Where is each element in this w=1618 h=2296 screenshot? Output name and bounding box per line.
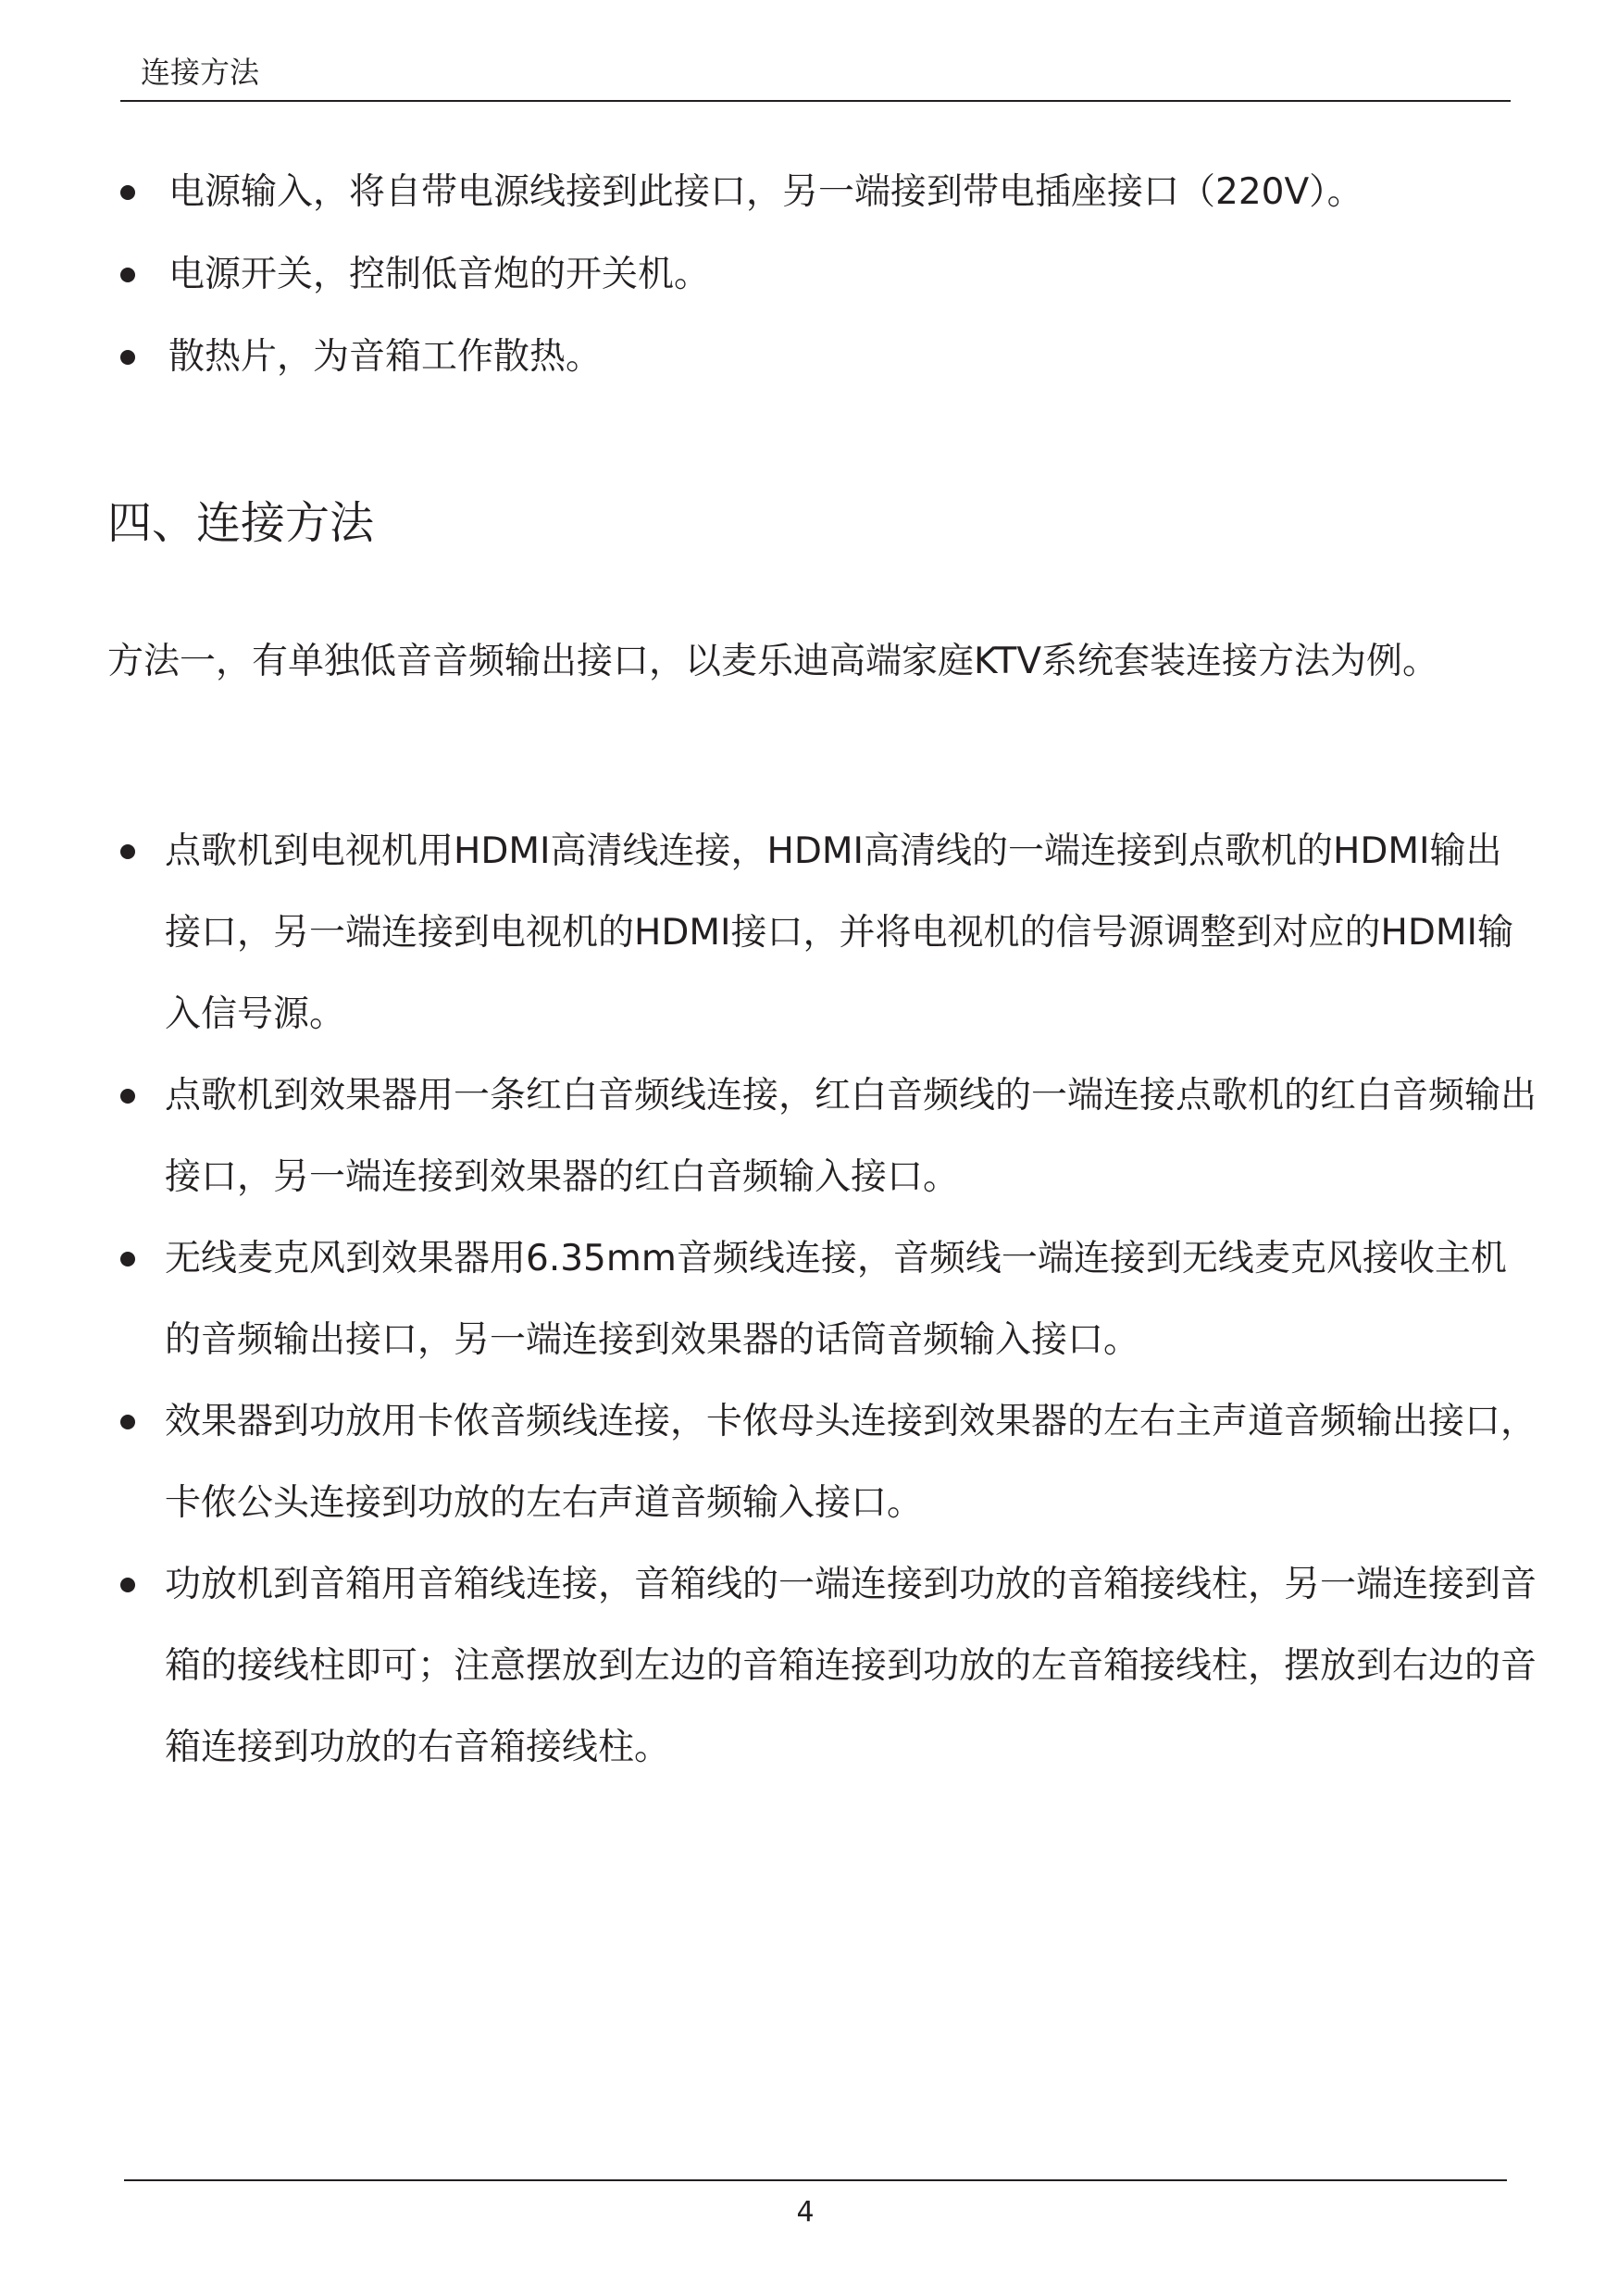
list-item-text: 无线麦克风到效果器用6.35mm音频线连接，音频线一端连接到无线麦克风接收主机的音频输出接口，另一端连接到效果器的话筒音频输入接口。: [165, 1238, 1507, 1361]
connection-steps-list: [120, 811, 1537, 1789]
list-item: [120, 1218, 1537, 1381]
list-item: [120, 165, 1564, 220]
top-bullet-list: [120, 165, 1564, 412]
bullet-dot-icon: [120, 1578, 135, 1592]
header-divider: [120, 100, 1511, 102]
bullet-dot-icon: [120, 268, 135, 282]
list-item-text: 电源输入，将自带电源线接到此接口，另一端接到带电插座接口（220V）。: [168, 171, 1363, 213]
intro-paragraph: 方法一，有单独低音音频输出接口，以麦乐迪高端家庭KTV系统套装连接方法为例。: [107, 641, 1439, 682]
running-header: 连接方法: [141, 55, 260, 90]
page-number: 4: [796, 2196, 815, 2228]
list-item-text: 点歌机到电视机用HDMI高清线连接，HDMI高清线的一端连接到点歌机的HDMI输出接口，另一端连接到电视机的HDMI接口，并将电视机的信号源调整到对应的HDMI输入信号源。: [165, 830, 1514, 1035]
list-item-text: 散热片，为音箱工作散热。: [168, 336, 603, 378]
list-item-text: 点歌机到效果器用一条红白音频线连接，红白音频线的一端连接点歌机的红白音频输出接口，另一端连接到效果器的红白音频输入接口。: [165, 1075, 1537, 1198]
list-item: [120, 1381, 1537, 1544]
bullet-dot-icon: [120, 1252, 135, 1267]
list-item: [120, 330, 1564, 385]
bullet-dot-icon: [120, 185, 135, 200]
list-item-text: 功放机到音箱用音箱线连接，音箱线的一端连接到功放的音箱接线柱，另一端连接到音箱的接线柱即可；注意摆放到左边的音箱连接到功放的左音箱接线柱，摆放到右边的音箱连接到功放的右音箱接线柱。: [165, 1564, 1537, 1768]
bullet-dot-icon: [120, 844, 135, 859]
list-item: [120, 247, 1564, 303]
list-item-text: 效果器到功放用卡侬音频线连接，卡侬母头连接到效果器的左右主声道音频输出接口，卡侬公头连接到功放的左右声道音频输入接口。: [165, 1401, 1537, 1524]
list-item-text: 电源开关，控制低音炮的开关机。: [168, 254, 711, 295]
bullet-dot-icon: [120, 350, 135, 365]
list-item: [120, 1544, 1537, 1789]
list-item: [120, 811, 1537, 1055]
bullet-dot-icon: [120, 1089, 135, 1104]
section-heading: 四、连接方法: [107, 497, 375, 549]
list-item: [120, 1055, 1537, 1218]
footer-divider: [124, 2179, 1507, 2181]
bullet-dot-icon: [120, 1415, 135, 1429]
